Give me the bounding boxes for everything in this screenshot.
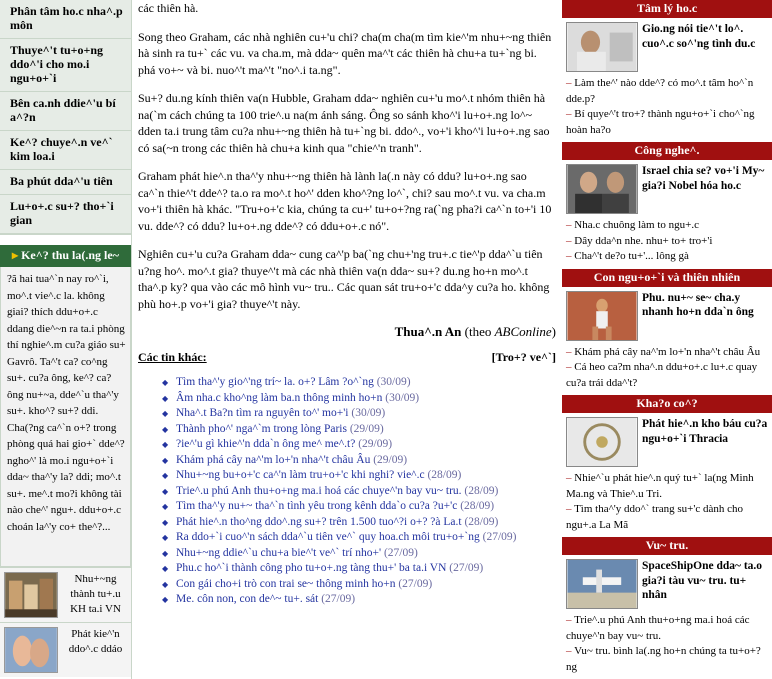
featured-title[interactable]: Gio.ng nói tie^'t lo^. cuo^.c so^'ng tình du.c	[642, 23, 756, 50]
article-paragraph: các thiên hà.	[138, 1, 199, 15]
section-box	[562, 18, 772, 142]
ke-section-title: ▸ Ke^? thu la(.ng le~	[0, 245, 131, 267]
section-link[interactable]: – Khám phá cây na^'m lo+'n nha^'t châu Âu	[566, 345, 761, 358]
section-links	[566, 218, 768, 265]
left-nav-item[interactable]: Ke^? chuye^.n ve^` kim loa.i	[0, 131, 131, 170]
section-box	[562, 287, 772, 396]
thumb-caption: Nhu+~ng thành tu+.u KH ta.i VN	[70, 573, 121, 615]
featured-title[interactable]: Phu. nu+~ se~ cha.y nhanh ho+n dda`n ông	[642, 291, 754, 318]
related-list	[162, 375, 556, 608]
left-nav	[0, 0, 131, 235]
section-header[interactable]: Con ngu+o+`i và thiên nhiên	[562, 269, 772, 287]
article-paragraph: Song theo Graham, các nhà nghiên cu+'u chi? cha(m cha(m tìm kie^'m nhu+~ng thiên hà sinh ra tu+` các vu. va cha.m, mà dda~ quên ma^'t các thiên hà chu+a tu+`ng bi. phá vo+~ và bi. nuo^'t ma^'t "no^.i ta.ng".	[138, 29, 552, 77]
students-photo-icon	[4, 572, 58, 618]
article-paragraph: Graham phát hie^.n tha^'y nhu+~ng thiên hà lành la(.n này có ddu? lu+o+.ng sao ca^`n thie^'t dde^? ta.o ra mo^.t ho^' dden kho^?ng lo^`, chi? sau mo^.t vu. va cha.m vo+'i thiên hà khác. "Tru+o+'c kia, chúng ta cu+' tu+o+?ng ra(`ng pha?i ca^`n to+'i 10 vu. dde^? có ddu? lu+o+.ng dde^? có ddu+o+.c nó".	[138, 169, 552, 233]
article-body	[138, 0, 556, 679]
section-links	[566, 345, 768, 392]
featured-story[interactable]	[566, 164, 768, 214]
section-links	[566, 471, 768, 533]
related-link[interactable]: ◆ Phát hie^.n tho^ng ddo^.ng su+? trên 1.500 tuo^?i o+? ?à La.t (28/09)	[162, 515, 556, 531]
left-thumb-link[interactable]	[0, 622, 131, 677]
back-to-top-link[interactable]: [Tro+? ve^`]	[491, 350, 556, 364]
section-link[interactable]: – Trie^.u phú Anh thu+o+ng ma.i hoá các chuye^'n bay vu~ tru.	[566, 614, 750, 642]
section-link[interactable]: – Tìm tha^'y ddo^` trang su+'c dành cho ngu+.a La Mã	[566, 503, 744, 531]
related-link[interactable]: ◆ Trie^.u phú Anh thu+o+ng ma.i hoá các chuye^'n bay vu~ tru. (28/09)	[162, 484, 556, 500]
section-link[interactable]: – Dây dda^n nhe. nhu+ to+ tro+'i	[566, 234, 713, 247]
left-thumb-link[interactable]	[0, 567, 131, 622]
related-header	[138, 350, 556, 365]
featured-story[interactable]	[566, 559, 768, 609]
related-link[interactable]: ◆ Nhu+~ng bu+o+'c ca^'n làm tru+o+'c khi nghi? vie^.c (28/09)	[162, 468, 556, 484]
left-nav-item[interactable]: Phân tâm ho.c nha^.p môn	[0, 0, 131, 39]
hands-photo-icon	[4, 627, 58, 673]
left-nav-item[interactable]: Bên ca.nh ddie^'u bí a^?n	[0, 92, 131, 131]
section-link[interactable]: – Vu~ tru. bình la(.ng ho+n chúng ta tu+o+?ng	[566, 645, 761, 673]
featured-title[interactable]: Israel chia se? vo+'i My~ gia?i Nobel hóa ho.c	[642, 165, 765, 192]
related-link[interactable]: ◆ Phu.c ho^`i thành công pho tu+o+.ng tàng thu+' ba ta.i VN (27/09)	[162, 561, 556, 577]
section-links	[566, 76, 768, 138]
featured-story[interactable]	[566, 22, 768, 72]
thumb-caption: Phát kie^'n ddo^.c ddáo	[68, 628, 123, 655]
section-links	[566, 613, 768, 675]
runner-photo-icon	[566, 291, 638, 341]
featured-title[interactable]: Phát hie^.n kho báu cu?a ngu+o+`i Thracia	[642, 418, 768, 445]
section-link[interactable]: – Làm the^' nào dde^? có mo^.t tâm ho^`n dde.p?	[566, 77, 754, 105]
related-link[interactable]: ◆ Thành pho^' nga^`m trong lòng Paris (29/09)	[162, 422, 556, 438]
bullet-icon: ▸	[12, 248, 19, 262]
related-link[interactable]: ◆ Âm nha.c kho^ng làm ba.n thông minh ho+n (30/09)	[162, 391, 556, 407]
author-close: )	[551, 324, 556, 339]
scientists-photo-icon	[566, 164, 638, 214]
related-link[interactable]: ◆ Nha^.t Ba?n tìm ra nguyên to^' mo+'i (30/09)	[162, 406, 556, 422]
left-nav-item[interactable]: Lu+o+.c su+? tho+`i gian	[0, 195, 131, 234]
author-source: (theo	[461, 324, 495, 339]
section-link[interactable]: – Bí quye^'t tro+? thành ngu+o+`i cho^`ng hoàn ha?o	[566, 108, 755, 136]
treasure-photo-icon	[566, 417, 638, 467]
section-link[interactable]: – Nhie^`u phát hie^.n quý tu+` la(ng Minh Ma.ng và Thie^.u Tri.	[566, 472, 754, 500]
spaceship-photo-icon	[566, 559, 638, 609]
featured-title[interactable]: SpaceShipOne dda~ ta.o gia?i tàu vu~ tru. tu+ nhân	[642, 560, 763, 601]
left-nav-item[interactable]: Ba phút dda^'u tiên	[0, 170, 131, 195]
featured-story[interactable]	[566, 291, 768, 341]
right-column	[562, 0, 772, 679]
section-box	[562, 555, 772, 679]
article-paragraph: Nghiên cu+'u cu?a Graham dda~ cung ca^'p ba(`ng chu+'ng tru+.c tie^'p dda^`u tiên u?ng ho^. mo^.t gia? thuye^'t mà các nhà thiên va(n dda~ su+? du.ng ho+n mo^.t tha^.p ky? qua vào các mô hình vu~ tru.. Các quan sát tru+o+'c dda^y cu?a ho. không phù ho+.p vo+'i gia? thuye^'t này.	[138, 247, 550, 311]
related-link[interactable]: ◆ Tìm tha^'y nu+~ tha^`n tình yêu trong kênh dda`o cu?a ?u+'c (28/09)	[162, 499, 556, 515]
section-header[interactable]: Tâm lý ho.c	[562, 0, 772, 18]
left-column	[0, 0, 132, 679]
ke-story-text: ?ã hai tua^`n nay ro^`i, mo^.t vie^.c la. không giai? thích ddu+o+.c ddang die^~n ra ta.i phòng thí nghie^.m cu?a giáo su+ Gavrô. Ta^'t ca? co^ng su+. cu?a ông, ke^? ca? ông nu+~a, dde^`u tha^'y su+. kho^? su+? ddi. Cha(?ng ca^`n o+? trong phòng quá hai gio+` dde^? ngho^' là mo.i ngu+o+`i dda~ tha^'y la? ddi; mo^.t su+. me^.t mo?i không tài nào che^' ngu+. ddu+o+.c choán la^'y co+ the^?...	[0, 267, 131, 567]
left-nav-item[interactable]: Thuye^'t tu+o+ng ddo^'i cho mo.i ngu+o+`i	[0, 39, 131, 92]
related-link[interactable]: ◆ Nhu+~ng ddie^`u chu+a bie^'t ve^` trí nho+' (27/09)	[162, 546, 556, 562]
related-link[interactable]: ◆ Me. côn non, con de^~ tu+. sát (27/09)	[162, 592, 556, 608]
man-photo-icon	[566, 22, 638, 72]
related-label: Các tin khác:	[138, 350, 207, 364]
section-link[interactable]: – Cha^'t de?o tu+'... lông gà	[566, 250, 689, 262]
related-link[interactable]: ◆ ?ie^'u gì khie^'n dda`n ông me^ me^.t? (29/09)	[162, 437, 556, 453]
related-link[interactable]: ◆ Ra ddo+`i cuo^'n sách dda^`u tiên ve^` quy hoa.ch môi tru+o+`ng (27/09)	[162, 530, 556, 546]
featured-story[interactable]	[566, 417, 768, 467]
author-name: Thua^.n An	[394, 324, 462, 339]
related-link[interactable]: ◆ Con gái cho+i trò con trai se~ thông minh ho+n (27/09)	[162, 577, 556, 593]
article-paragraph: Su+? du.ng kính thiên va(n Hubble, Graham dda~ nghiên cu+'u mo^.t nhóm thiên hà na(`m cách chúng ta 100 trie^.u na(m ánh sáng. Ông so sánh kho^'i lu+o+.ng lo^~ dden ta.i trung tâm cu?a nhu+~ng thiên hà tu+`ng bi. ddo^., vo+'i kho^'i lu+o+.ng sao có sa(~n trong các thiên hà chu+a kinh qua "chie^'n tranh".	[138, 91, 550, 155]
related-link[interactable]: ◆ Khám phá cây na^'m lo+'n nha^'t châu Âu (29/09)	[162, 453, 556, 469]
section-box	[562, 413, 772, 537]
author-publication: ABConline	[494, 324, 552, 339]
section-link[interactable]: – Nha.c chuông làm to ngu+.c	[566, 219, 699, 231]
section-header[interactable]: Vu~ tru.	[562, 537, 772, 555]
related-link[interactable]: ◆ Tìm tha^'y gio^'ng trí~ la. o+? Lâm ?o^`ng (30/09)	[162, 375, 556, 391]
section-header[interactable]: Công nghe^.	[562, 142, 772, 160]
section-box	[562, 160, 772, 269]
section-header[interactable]: Kha?o co^?	[562, 395, 772, 413]
section-link[interactable]: – Cá heo ca?m nha^.n ddu+o+.c lu+.c quay cu?a trái dda^'t?	[566, 361, 758, 389]
article-author	[138, 324, 556, 340]
